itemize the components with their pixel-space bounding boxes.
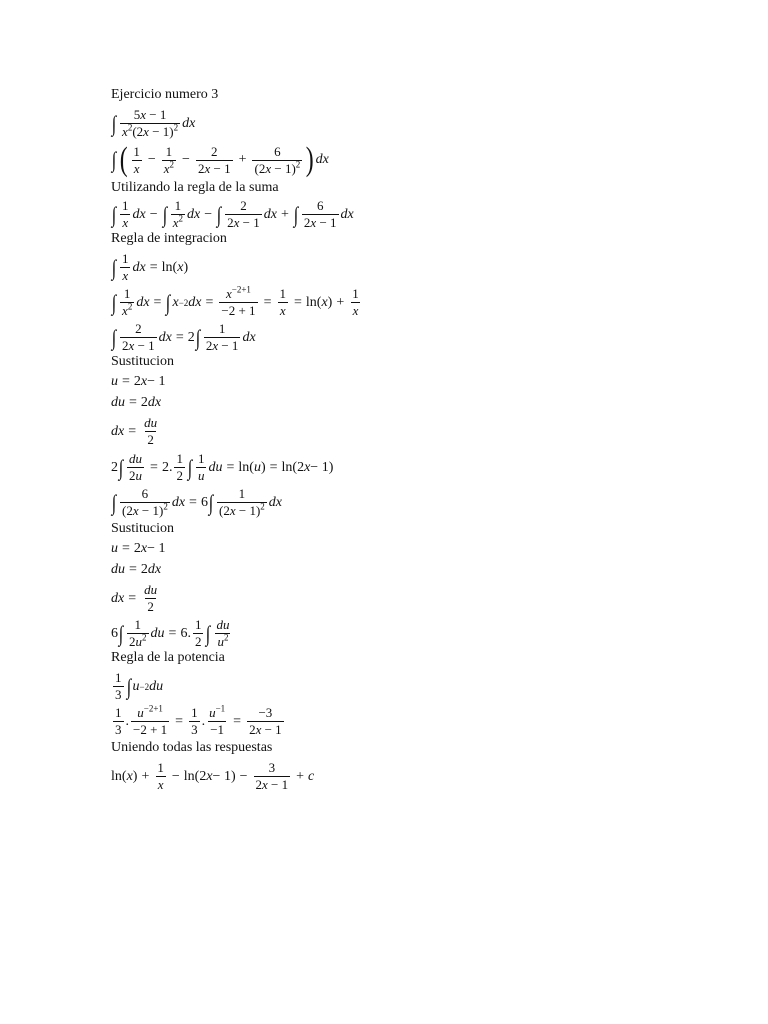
exercise-title: Ejercicio numero 3	[111, 87, 219, 102]
equation-integral-original: ∫ $\frac{5x - 1}{x^2(2x - 1)^2}$ dx	[111, 107, 196, 139]
equation-dx-1: dx = $\frac{du}{2}$	[111, 415, 158, 447]
heading-regla-suma: Utilizando la regla de la suma	[111, 180, 279, 195]
equation-u-sub-1: u = 2 x − 1	[111, 374, 166, 389]
heading-regla-integracion: Regla de integracion	[111, 231, 227, 246]
equation-du-1: du = 2 dx	[111, 395, 162, 410]
equation-integral-1-over-x2: ∫ $\frac{1}{x^2}$ dx = ∫ x −2 dx = $\frac{x^{-2+1}}{-2 + 1}$ = $\frac{1}{x}$ = ln( x ) + $\frac{1}{x}$	[111, 284, 359, 318]
equation-final-answer: ln( x ) + $\frac{1}{x}$ − ln(2 x − 1) − $\frac{3}{2x - 1}$ + c	[111, 760, 315, 792]
heading-uniendo: Uniendo todas las respuestas	[111, 740, 273, 755]
document-page	[111, 84, 711, 792]
equation-u-sub-2: u = 2 x − 1	[111, 541, 166, 556]
equation-6-integral-u2: 6 ∫ $\frac{1}{2u^2}$ du = 6. $\frac{1}{2}$ ∫ $\frac{du}{u^2}$	[111, 617, 230, 649]
equation-du-2: du = 2 dx	[111, 562, 162, 577]
equation-integral-2-over-2x-1: ∫ $\frac{2}{2x - 1}$ dx = 2 ∫ $\frac{1}{2x - 1}$ dx	[111, 321, 256, 353]
heading-regla-potencia: Regla de la potencia	[111, 650, 225, 665]
equation-ln-2x-1: 2 ∫ $\frac{du}{2u}$ = 2. $\frac{1}{2}$ ∫ $\frac{1}{u}$ du = ln( u ) = ln(2 x − 1)	[111, 451, 334, 483]
equation-dx-2: dx = $\frac{du}{2}$	[111, 582, 158, 614]
equation-integral-1-over-x: ∫ $\frac{1}{x}$ dx = ln( x )	[111, 251, 189, 283]
heading-sustitucion-2: Sustitucion	[111, 521, 175, 536]
equation-sum-rule: ∫ $\frac{1}{x}$ dx − ∫ $\frac{1}{x^2}$ dx − ∫ $\frac{2}{2x - 1}$ dx + ∫ $\frac{6}{2x - 1}$ dx	[111, 198, 354, 230]
equation-integral-6-over-square: ∫ $\frac{6}{(2x - 1)^2}$ dx = 6 ∫ $\frac{1}{(2x - 1)^2}$ dx	[111, 486, 282, 518]
equation-third-integral: $\frac{1}{3}$ ∫ u −2 du	[115, 670, 164, 702]
equation-partial-fractions: ∫ ( $\frac{1}{x}$ − $\frac{1}{x^2}$ − $\frac{2}{2x - 1}$ + $\frac{6}{(2x - 1)^2}$ ) dx	[111, 141, 329, 178]
equation-power-result: $\frac{1}{3}$ . $\frac{u^{-2+1}}{-2 + 1}$ = $\frac{1}{3}$ . $\frac{u^{-1}}{-1}$ = $\frac{-3}{2x - 1}$	[115, 703, 282, 737]
heading-sustitucion-1: Sustitucion	[111, 354, 175, 369]
